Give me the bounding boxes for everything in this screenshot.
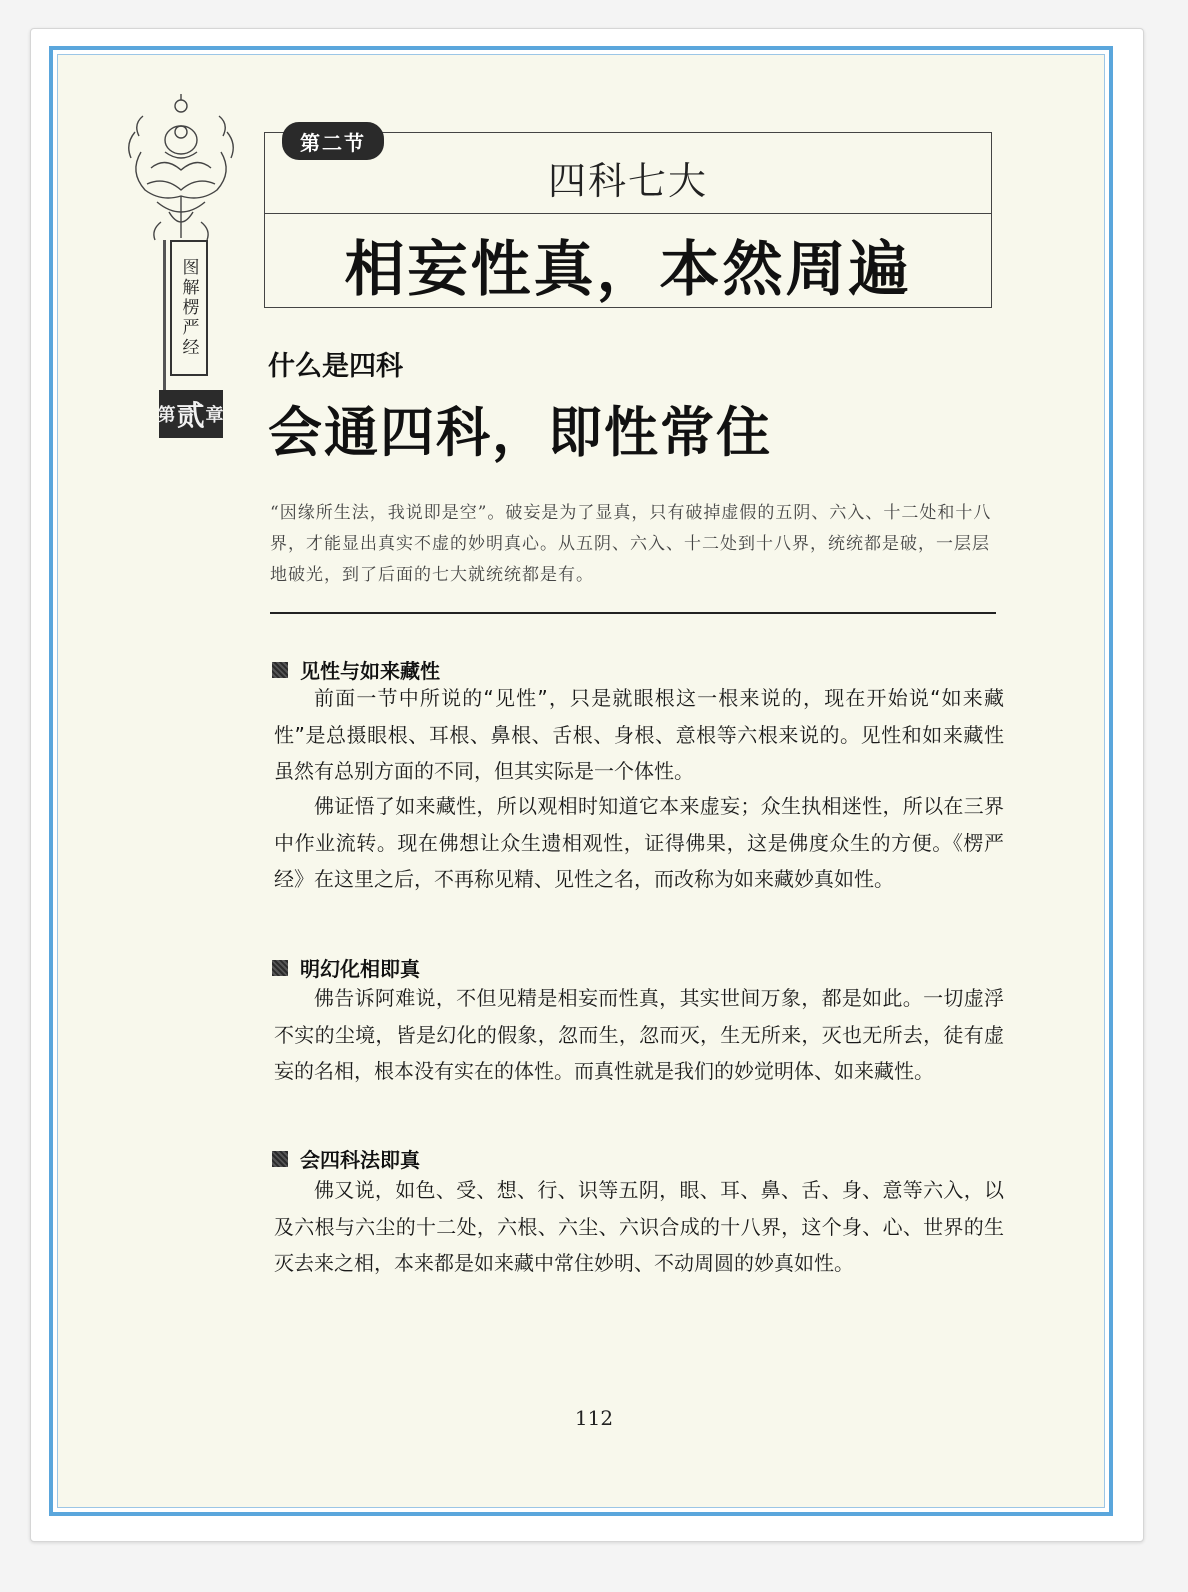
book-title-label — [170, 240, 208, 376]
section-subtitle: 四科七大 — [547, 159, 708, 203]
book-title: 图解楞严经 — [178, 258, 199, 358]
question-title: 什么是四科 — [268, 351, 403, 382]
subheading-label: 会四科法即真 — [300, 1148, 420, 1172]
page-number: 112 — [574, 1406, 614, 1430]
subheading-2 — [272, 953, 420, 982]
paragraph: 佛告诉阿难说，不但见精是相妄而性真，其实世间万象，都是如此。一切虚浮不实的尘境，皆是幻化的假象，忽而生，忽而灭，生无所来，灭也无所去，徒有虚妄的名相，根本没有实在的体性。而真性就是我们的妙觉明体、如来藏性。 — [274, 986, 1004, 1083]
section-badge: 第二节 — [282, 122, 384, 160]
sidebar-rule — [163, 240, 166, 390]
chapter-badge-number: 贰 — [176, 399, 206, 432]
chapter-badge — [159, 390, 223, 438]
lotus-buddha-ornament-icon — [121, 92, 241, 242]
main-heading: 会通四科，即性常住 — [268, 401, 772, 464]
paragraph: 前面一节中所说的“见性”，只是就眼根这一根来说的，现在开始说“如来藏性”是总摄眼根、耳根、鼻根、舌根、身根、意根等六根来说的。见性和如来藏性虽然有总别方面的不同，但其实际是一个体性。 — [274, 686, 1004, 783]
subheading-3 — [272, 1144, 420, 1173]
square-bullet-icon — [272, 960, 288, 976]
section-header-divider — [265, 213, 991, 214]
subheading-label: 见性与如来藏性 — [300, 659, 440, 683]
square-bullet-icon — [272, 1151, 288, 1167]
chapter-badge-suffix: 章 — [205, 405, 225, 426]
divider-rule — [270, 612, 996, 614]
paragraph: 佛又说，如色、受、想、行、识等五阴，眼、耳、鼻、舌、身、意等六入，以及六根与六尘的十二处，六根、六尘、六识合成的十八界，这个身、心、世界的生灭去来之相，本来都是如来藏中常住妙明、不动周圆的妙真如性。 — [274, 1178, 1004, 1275]
square-bullet-icon — [272, 662, 288, 678]
chapter-badge-prefix: 第 — [157, 405, 177, 426]
intro-quote: “因缘所生法，我说即是空”。破妄是为了显真，只有破掉虚假的五阴、六入、十二处和十八界，才能显出真实不虚的妙明真心。从五阴、六入、十二处到十八界，统统都是破，一层层地破光，到了后面的七大就统统都是有。 — [270, 503, 992, 585]
paragraph: 佛证悟了如来藏性，所以观相时知道它本来虚妄；众生执相迷性，所以在三界中作业流转。现在佛想让众生遗相观性，证得佛果，这是佛度众生的方便。《楞严经》在这里之后，不再称见精、见性之名，而改称为如来藏妙真如性。 — [274, 794, 1004, 891]
subheading-label: 明幻化相即真 — [300, 957, 420, 981]
section-title: 相妄性真，本然周遍 — [344, 235, 912, 305]
